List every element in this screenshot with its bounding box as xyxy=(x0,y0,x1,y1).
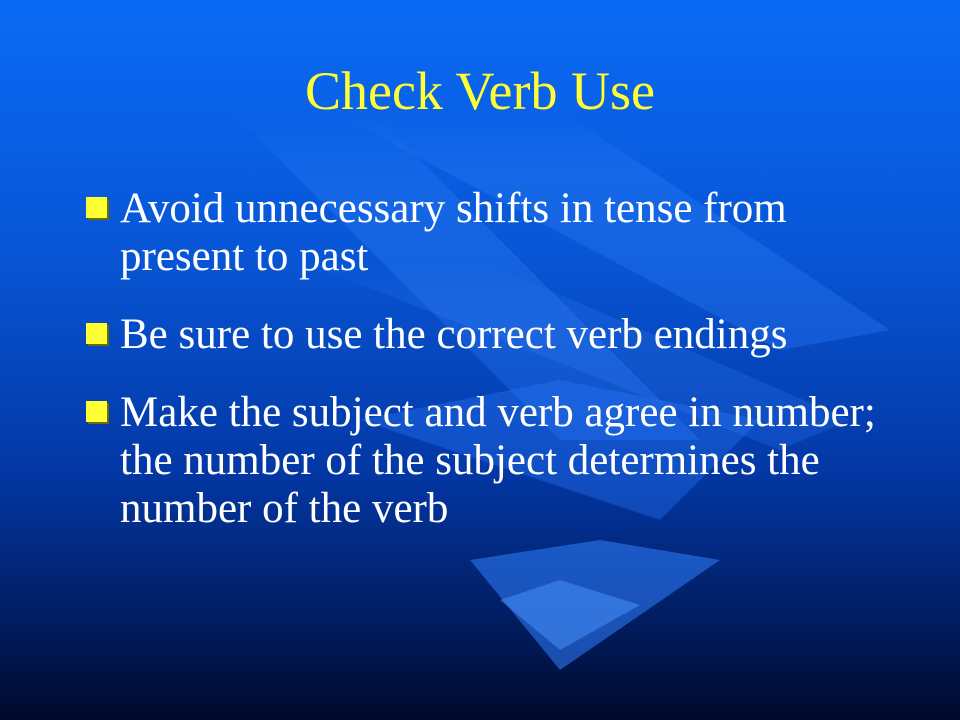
square-bullet-icon xyxy=(86,401,107,422)
list-item xyxy=(86,185,886,281)
square-bullet-icon xyxy=(86,197,107,218)
list-item xyxy=(86,389,886,533)
slide-title: Check Verb Use xyxy=(305,61,655,121)
bullet-text: Be sure to use the correct verb endings xyxy=(120,311,788,358)
bullet-list xyxy=(86,185,886,563)
square-bullet-icon xyxy=(86,323,107,344)
bullet-text: Avoid unnecessary shifts in tense from present to past xyxy=(120,185,787,280)
list-item xyxy=(86,311,886,359)
bullet-text: Make the subject and verb agree in number; the number of the subject determines the number of the verb xyxy=(120,389,876,532)
decor-band xyxy=(500,580,640,650)
